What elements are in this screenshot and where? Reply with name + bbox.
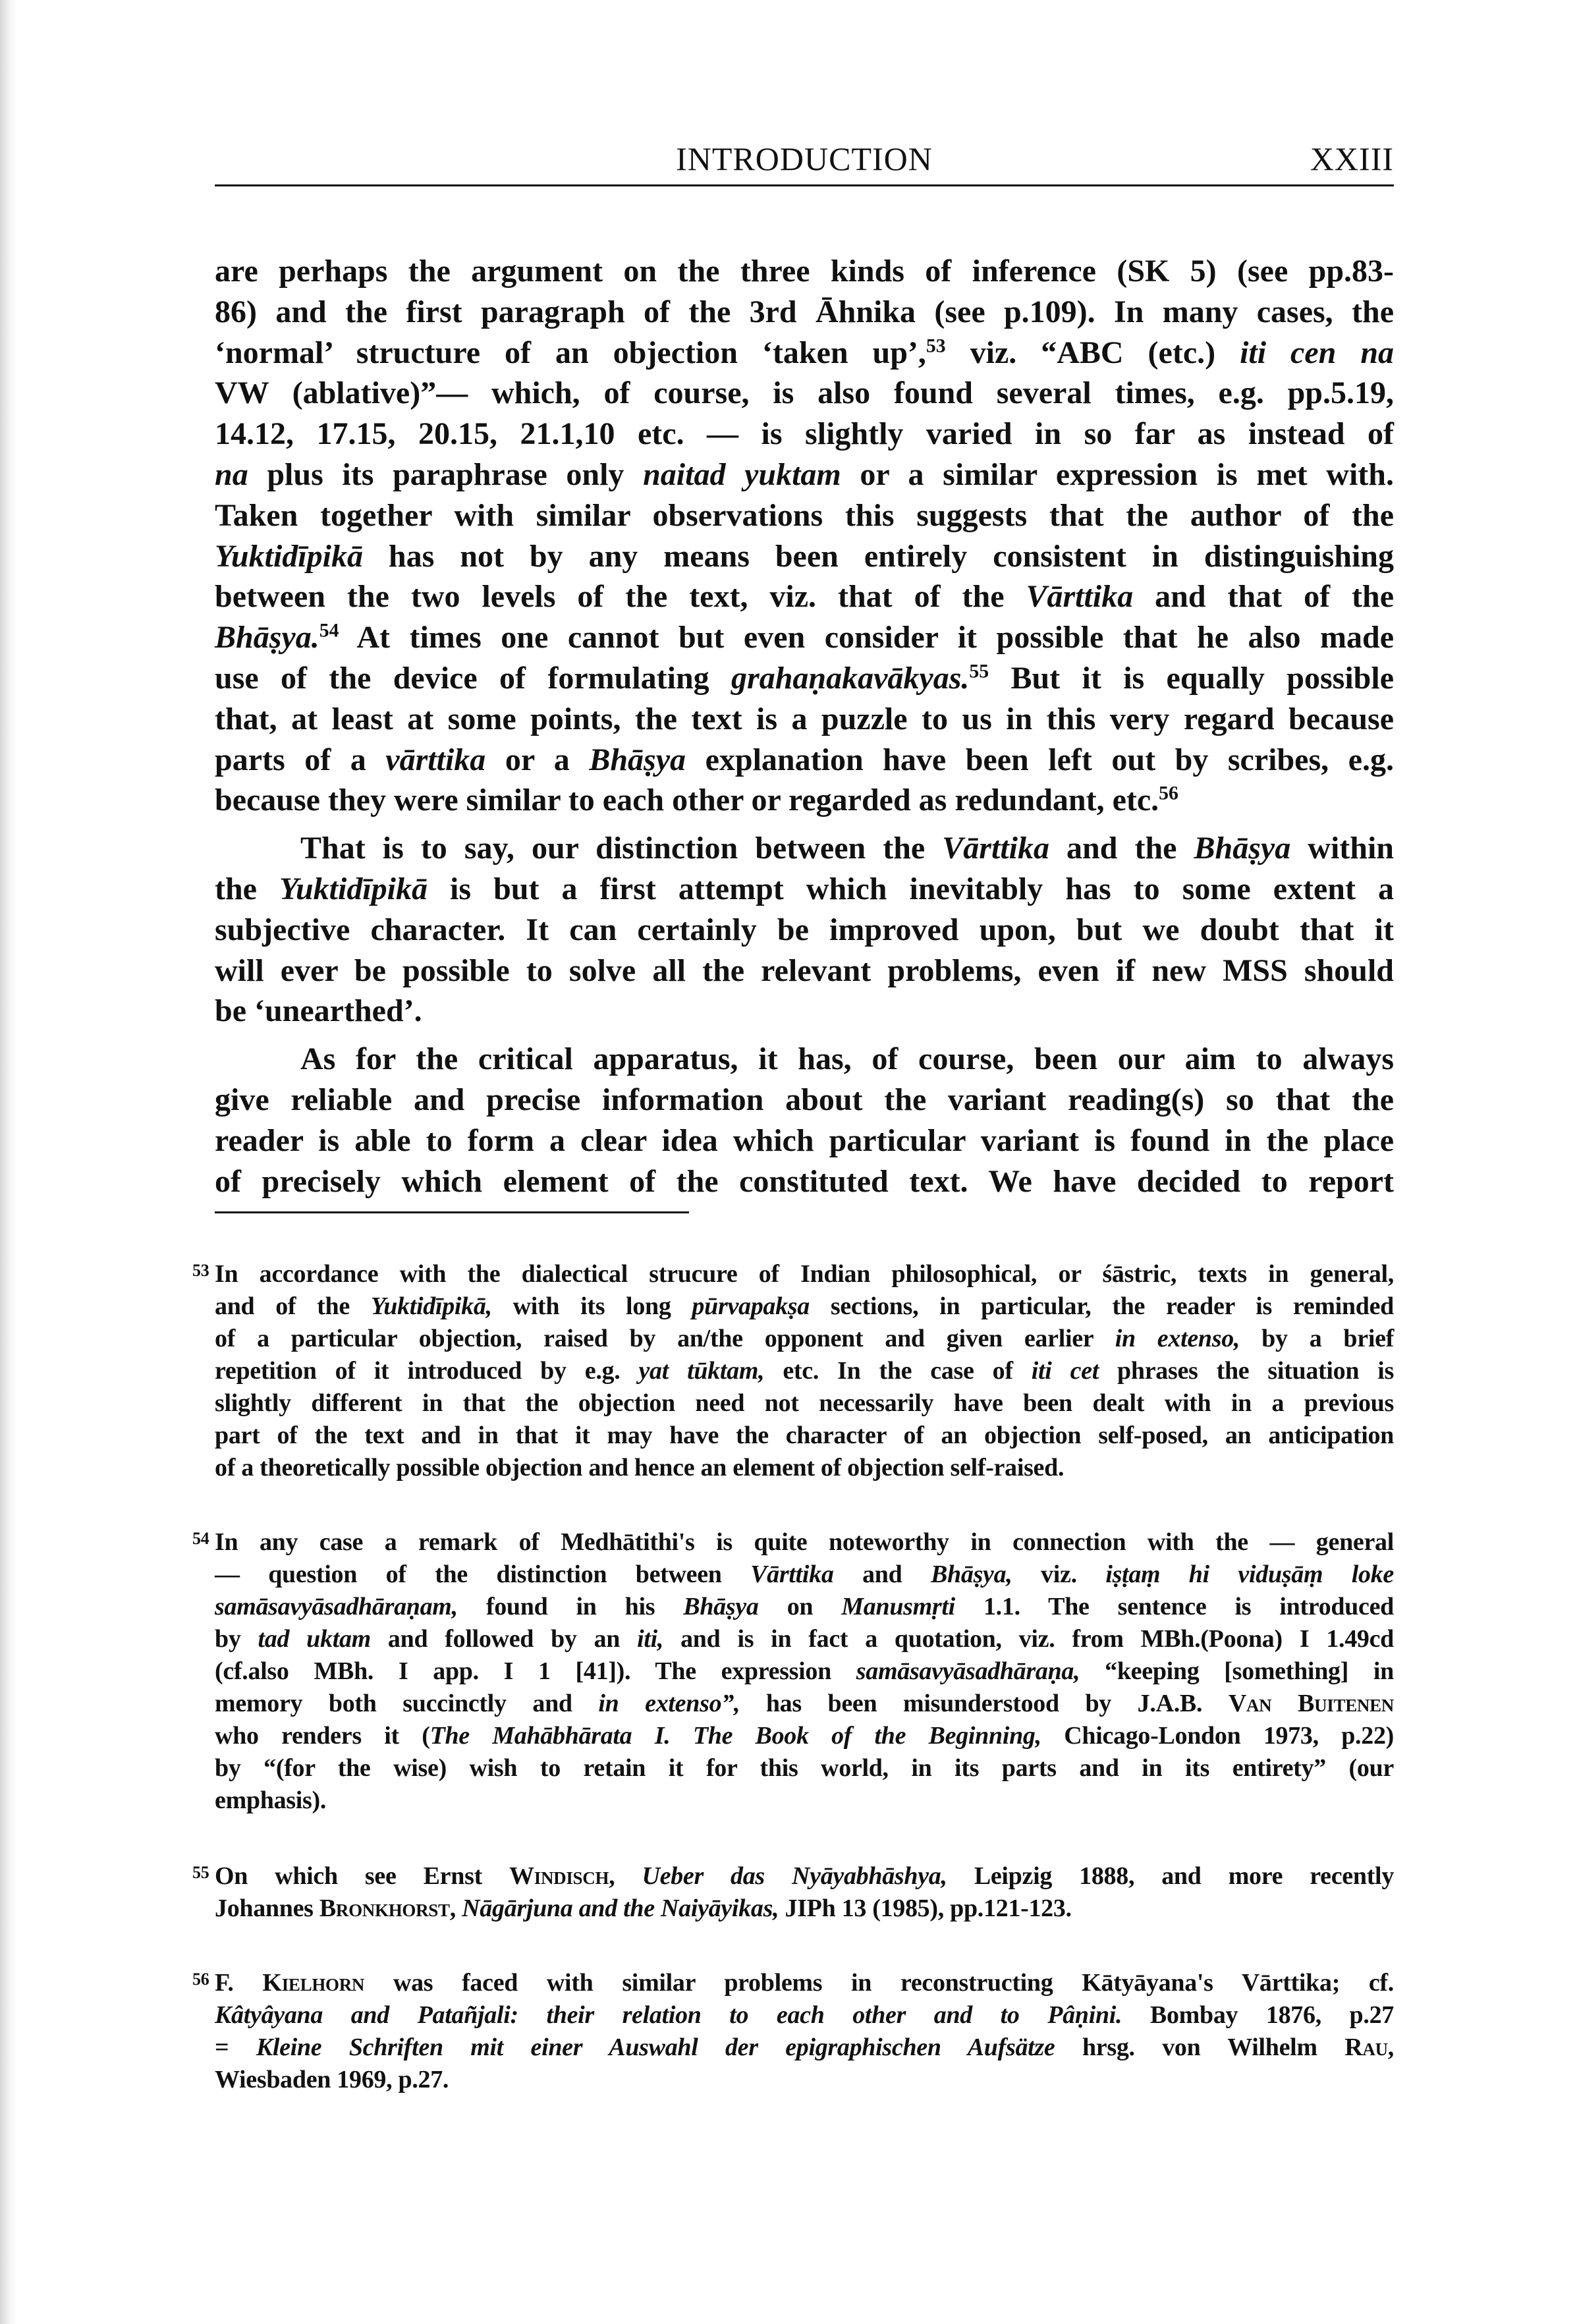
footnote-line: Wiesbaden 1969, p.27. <box>215 2066 449 2093</box>
author-name: F. Kielhorn <box>215 1969 365 1997</box>
italic-term: in extenso, <box>1115 1325 1240 1352</box>
footnote-reference: 53 <box>926 335 946 357</box>
footnote-line: — question of the distinction between Vārttika and Bhāṣya, viz. iṣṭaṃ hi viduṣāṃ loke <box>215 1561 1394 1588</box>
text-line: will ever be possible to solve all the relevant problems, even if new MSS should <box>215 953 1394 988</box>
italic-term: Bhāṣya <box>589 742 686 777</box>
text-line: Taken together with similar observations this suggests that the author of the <box>215 497 1394 533</box>
page-number: XXIII <box>1310 140 1394 177</box>
text-line: the Yuktidīpikā is but a first attempt which inevitably has to some extent a <box>215 871 1395 906</box>
italic-term: samāsavyāsadhāraṇa, <box>856 1657 1080 1685</box>
footnote-line: = Kleine Schriften mit einer Auswahl der epigraphischen Aufsätze hrsg. von Wilhelm Rau, <box>215 2034 1394 2061</box>
italic-term: Nāgārjuna and the Naiyāyikas, <box>462 1895 779 1922</box>
italic-term: Yuktidīpikā <box>279 871 428 906</box>
italic-term: Vārttika <box>942 831 1049 866</box>
footnote-reference: 56 <box>1159 783 1178 804</box>
italic-term: Kâtyâyana and Patañjali: their relation to each other and to Pâṇini. <box>215 2001 1122 2029</box>
header-rule <box>215 184 1394 186</box>
italic-term: iti, <box>637 1625 664 1653</box>
italic-term: yat tūktam, <box>638 1357 765 1385</box>
italic-term: The Mahābhārata I. The Book of the Beginning, <box>429 1722 1041 1750</box>
text-line: na plus its paraphrase only naitad yuktam or a similar expression is met with. <box>215 456 1394 492</box>
italic-term: grahaṇakavākyas. <box>731 660 970 696</box>
text-line: be ‘unearthed’. <box>215 993 422 1029</box>
footnote-number: 53 <box>192 1261 209 1280</box>
text-line: As for the critical apparatus, it has, of course, been our aim to always <box>300 1041 1394 1077</box>
author-name: Van Buitenen <box>1228 1690 1395 1717</box>
footnote-line: (cf.also MBh. I app. I 1 [41]). The expression samāsavyāsadhāraṇa, “keeping [something] in <box>215 1657 1395 1685</box>
italic-term: in extenso”, <box>598 1690 740 1717</box>
paragraph <box>215 1039 1394 1202</box>
footnote-number: 55 <box>192 1863 209 1882</box>
author-name: Windisch, <box>509 1862 615 1890</box>
footnote-line: part of the text and in that it may have the character of an objection self-posed, an anticipation <box>215 1422 1394 1449</box>
italic-term: Bhāṣya <box>683 1593 759 1620</box>
footnote-line: and of the Yuktidīpikā, with its long pūrvapakṣa sections, in particular, the reader is reminded <box>215 1292 1394 1320</box>
paragraph <box>215 251 1394 821</box>
italic-term: Bhāṣya, <box>930 1561 1012 1588</box>
scan-edge-shadow <box>0 0 17 2324</box>
footnote-separator <box>215 1211 689 1213</box>
text-line: Yuktidīpikā has not by any means been entirely consistent in distinguishing <box>215 538 1394 574</box>
italic-term: Vārttika <box>750 1561 834 1588</box>
footnote-reference: 55 <box>969 660 989 682</box>
footnote-line: repetition of it introduced by e.g. yat tūktam, etc. In the case of iti cet phrases the situation is <box>215 1357 1394 1385</box>
footnote-line: of a theoretically possible objection and hence an element of objection self-raised. <box>215 1454 1065 1481</box>
text-line: between the two levels of the text, viz. that of the Vārttika and that of the <box>215 579 1394 615</box>
text-line: VW (ablative)”— which, of course, is also found several times, e.g. pp.5.19, <box>215 375 1394 411</box>
footnote-reference: 54 <box>319 619 339 642</box>
footnote-number: 54 <box>192 1529 209 1548</box>
footnote-line: Johannes Bronkhorst, Nāgārjuna and the Naiyāyikas, JIPh 13 (1985), pp.121-123. <box>215 1895 1072 1922</box>
footnote-line: who renders it (The Mahābhārata I. The Book of the Beginning, Chicago-London 1973, p.22) <box>215 1722 1394 1750</box>
footnote-56 <box>192 1967 1394 2096</box>
footnote-line: memory both succinctly and in extenso”, has been misunderstood by J.A.B. Van Buitenen <box>215 1690 1395 1717</box>
italic-term: samāsavyāsadhāraṇam, <box>215 1593 458 1620</box>
italic-term: iṣṭaṃ hi viduṣāṃ loke <box>1105 1561 1394 1588</box>
footnote-line: slightly different in that the objection need not necessarily have been dealt with in a previous <box>215 1389 1394 1417</box>
italic-term: Kleine Schriften mit einer Auswahl der epigraphischen Aufsätze <box>256 2034 1055 2061</box>
running-header <box>215 140 1394 182</box>
italic-term: Yuktidīpikā <box>215 538 363 574</box>
footnote-line: by tad uktam and followed by an iti, and is in fact a quotation, viz. from MBh.(Poona) I 1.49cd <box>215 1625 1395 1653</box>
text-line: parts of a vārttika or a Bhāṣya explanation have been left out by scribes, e.g. <box>215 742 1395 777</box>
footnote-54 <box>192 1526 1395 1817</box>
italic-term: Ueber das Nyāyabhāshya, <box>642 1862 947 1890</box>
text-line: that, at least at some points, the text is a puzzle to us in this very regard because <box>215 701 1394 736</box>
footnote-line: by “(for the wise) wish to retain it for this world, in its parts and in its entirety” (our <box>215 1754 1394 1782</box>
author-name: Bronkhorst, <box>319 1895 456 1922</box>
italic-term: pūrvapakṣa <box>692 1292 810 1320</box>
footnote-line: emphasis). <box>215 1786 327 1814</box>
footnote-line: samāsavyāsadhāraṇam, found in his Bhāṣya on Manusmṛti 1.1. The sentence is introduced <box>215 1593 1394 1620</box>
italic-term: vārttika <box>385 742 486 777</box>
footnote-line: of a particular objection, raised by an/the opponent and given earlier in extenso, by a brief <box>215 1325 1395 1352</box>
text-line: 14.12, 17.15, 20.15, 21.1,10 etc. — is slightly varied in so far as instead of <box>215 416 1394 452</box>
footnote-number: 56 <box>192 1970 209 1989</box>
italic-term: Bhāṣya <box>1194 831 1291 866</box>
italic-term: iti cen na <box>1240 335 1395 370</box>
text-line: That is to say, our distinction between the Vārttika and the Bhāṣya within <box>300 831 1394 866</box>
footnote-line: 53 In accordance with the dialectical strucure of Indian philosophical, or śāstric, texts in general, <box>215 1258 1394 1290</box>
text-line: ‘normal’ structure of an objection ‘taken up’,$^{53}$ viz. “ABC (etc.) iti cen na <box>215 335 1395 370</box>
body-text <box>215 251 1394 1202</box>
italic-term: na <box>215 456 248 492</box>
text-line: are perhaps the argument on the three kinds of inference (SK 5) (see pp.83- <box>215 254 1394 289</box>
footnote-line: 54 In any case a remark of Medhātithi's is quite noteworthy in connection with the — general <box>215 1526 1394 1559</box>
footnote-line: Kâtyâyana and Patañjali: their relation to each other and to Pâṇini. Bombay 1876, p.27 <box>215 2001 1394 2029</box>
italic-term: iti cet <box>1031 1357 1099 1385</box>
paragraph <box>215 828 1394 1032</box>
italic-term: naitad yuktam <box>643 456 841 492</box>
italic-term: Bhāṣya. <box>215 620 319 655</box>
italic-term: Vārttika <box>1026 579 1134 615</box>
text-line: give reliable and precise information about the variant reading(s) so that the <box>215 1082 1394 1117</box>
text-line: reader is able to form a clear idea which particular variant is found in the place <box>215 1122 1394 1158</box>
footnote-53 <box>192 1258 1395 1484</box>
text-line: because they were similar to each other or regarded as redundant, etc.$^{56}$ <box>215 783 1178 818</box>
italic-term: Yuktidīpikā, <box>370 1292 492 1320</box>
text-line: Bhāṣya.$^{54}$ At times one cannot but even consider it possible that he also made <box>215 619 1394 655</box>
footnote-55 <box>192 1860 1395 1925</box>
footnote-line: 56 F. Kielhorn was faced with similar problems in reconstructing Kātyāyana's Vārttika; cf. <box>215 1967 1394 1999</box>
author-name: Rau, <box>1344 2034 1394 2061</box>
running-header-title: INTRODUCTION <box>676 140 933 177</box>
text-line: of precisely which element of the constituted text. We have decided to report <box>215 1163 1394 1199</box>
footnote-line: 55 On which see Ernst Windisch, Ueber das Nyāyabhāshya, Leipzig 1888, and more recently <box>215 1860 1394 1893</box>
text-line: 86) and the first paragraph of the 3rd Āhnika (see p.109). In many cases, the <box>215 294 1394 329</box>
italic-term: tad uktam <box>258 1625 371 1653</box>
text-line: subjective character. It can certainly be improved upon, but we doubt that it <box>215 912 1394 947</box>
italic-term: Manusmṛti <box>841 1593 955 1620</box>
text-line: use of the device of formulating grahaṇakavākyas.$^{55}$ But it is equally possible <box>215 660 1395 696</box>
